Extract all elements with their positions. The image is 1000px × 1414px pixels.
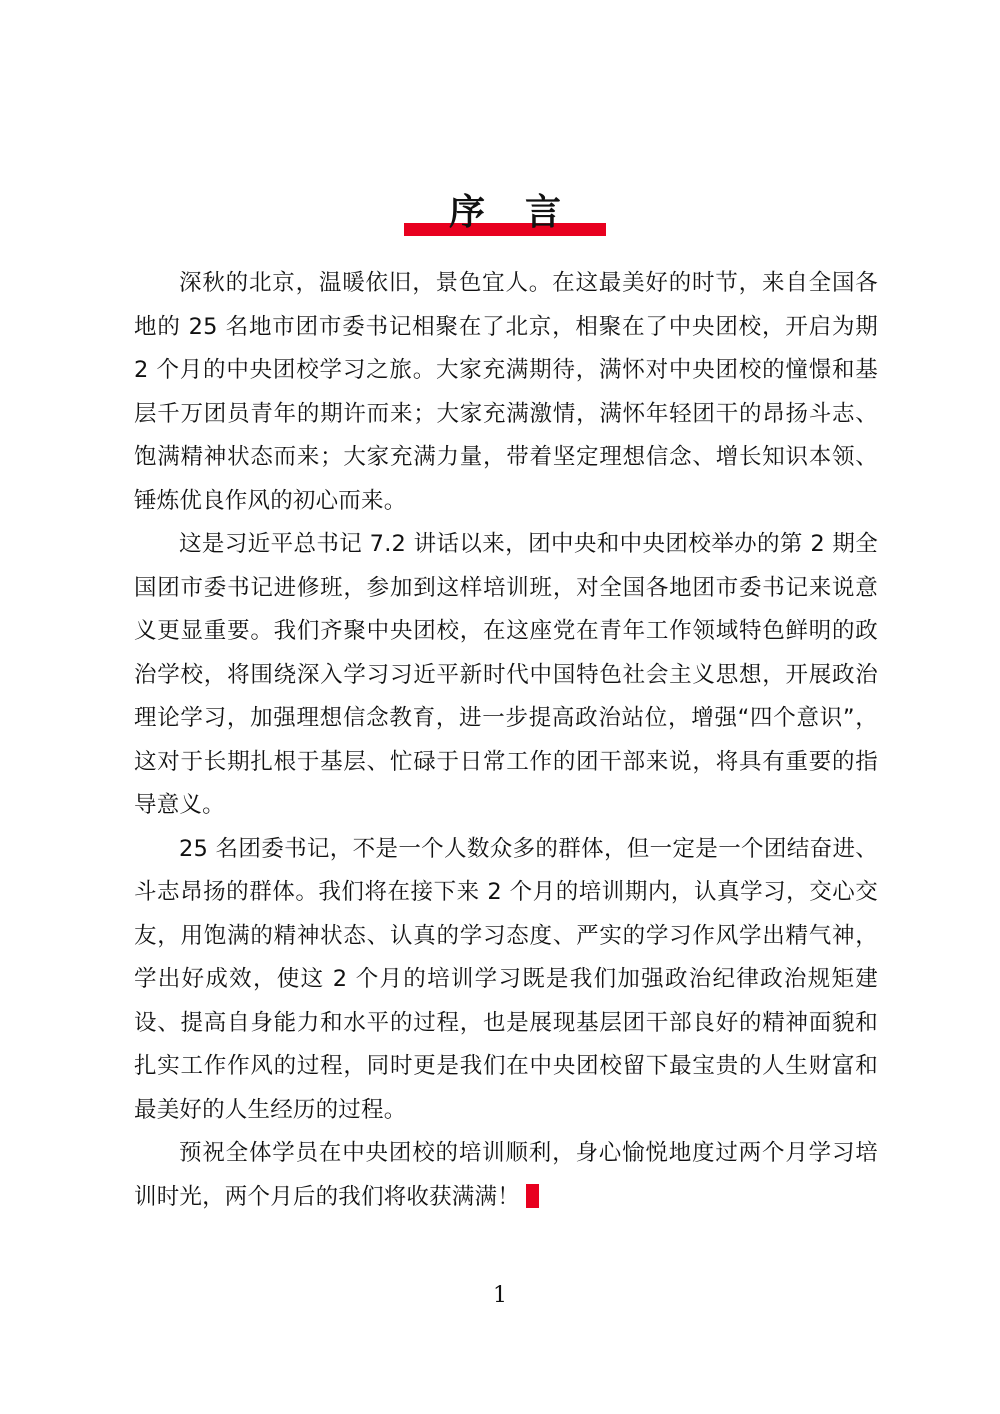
paragraph-4-text: 预祝全体学员在中央团校的培训顺利，身心愉悦地度过两个月学习培训时光，两个月后的我们将收获满满！ [134,1140,878,1210]
paragraph-1 [134,262,878,523]
paragraph-2-text: 这是习近平总书记 7.2 讲话以来，团中央和中央团校举办的第 2 期全国团市委书记进修班，参加到这样培训班，对全国各地团市委书记来说意义更显重要。我们齐聚中央团校，在这座党在青年工作领域特色鲜明的政治学校，将围绕深入学习习近平新时代中国特色社会主义思想，开展政治理论学习，加强理想信念教育，进一步提高政治站位，增强“四个意识”，这对于长期扎根于基层、忙碌于日常工作的团干部来说，将具有重要的指导意义。 [134,531,878,818]
paragraph-4 [134,1132,878,1219]
paragraph-2 [134,523,878,828]
preface-body [134,262,878,1219]
page-title: 序言 [448,191,601,233]
end-of-text-marker [526,1184,539,1208]
paragraph-3 [134,828,878,1133]
page-number: 1 [493,1283,507,1308]
title-block [404,190,606,238]
paragraph-3-text: 25 名团委书记，不是一个人数众多的群体，但一定是一个团结奋进、斗志昂扬的群体。我们将在接下来 2 个月的培训期内，认真学习，交心交友，用饱满的精神状态、认真的学习态度、严实的学习作风学出精气神，学出好成效，使这 2 个月的培训学习既是我们加强政治纪律政治规矩建设、提高自身能力和水平的过程，也是展现基层团干部良好的精神面貌和扎实工作作风的过程，同时更是我们在中央团校留下最宝贵的人生财富和最美好的人生经历的过程。 [134,835,878,1123]
paragraph-1-text: 深秋的北京，温暖依旧，景色宜人。在这最美好的时节，来自全国各地的 25 名地市团市委书记相聚在了北京，相聚在了中央团校，开启为期 2 个月的中央团校学习之旅。大家充满期待，满怀对中央团校的憧憬和基层千万团员青年的期许而来；大家充满激情，满怀年轻团干的昂扬斗志、饱满精神状态而来；大家充满力量，带着坚定理想信念、增长知识本领、锤炼优良作风的初心而来。 [134,270,878,514]
